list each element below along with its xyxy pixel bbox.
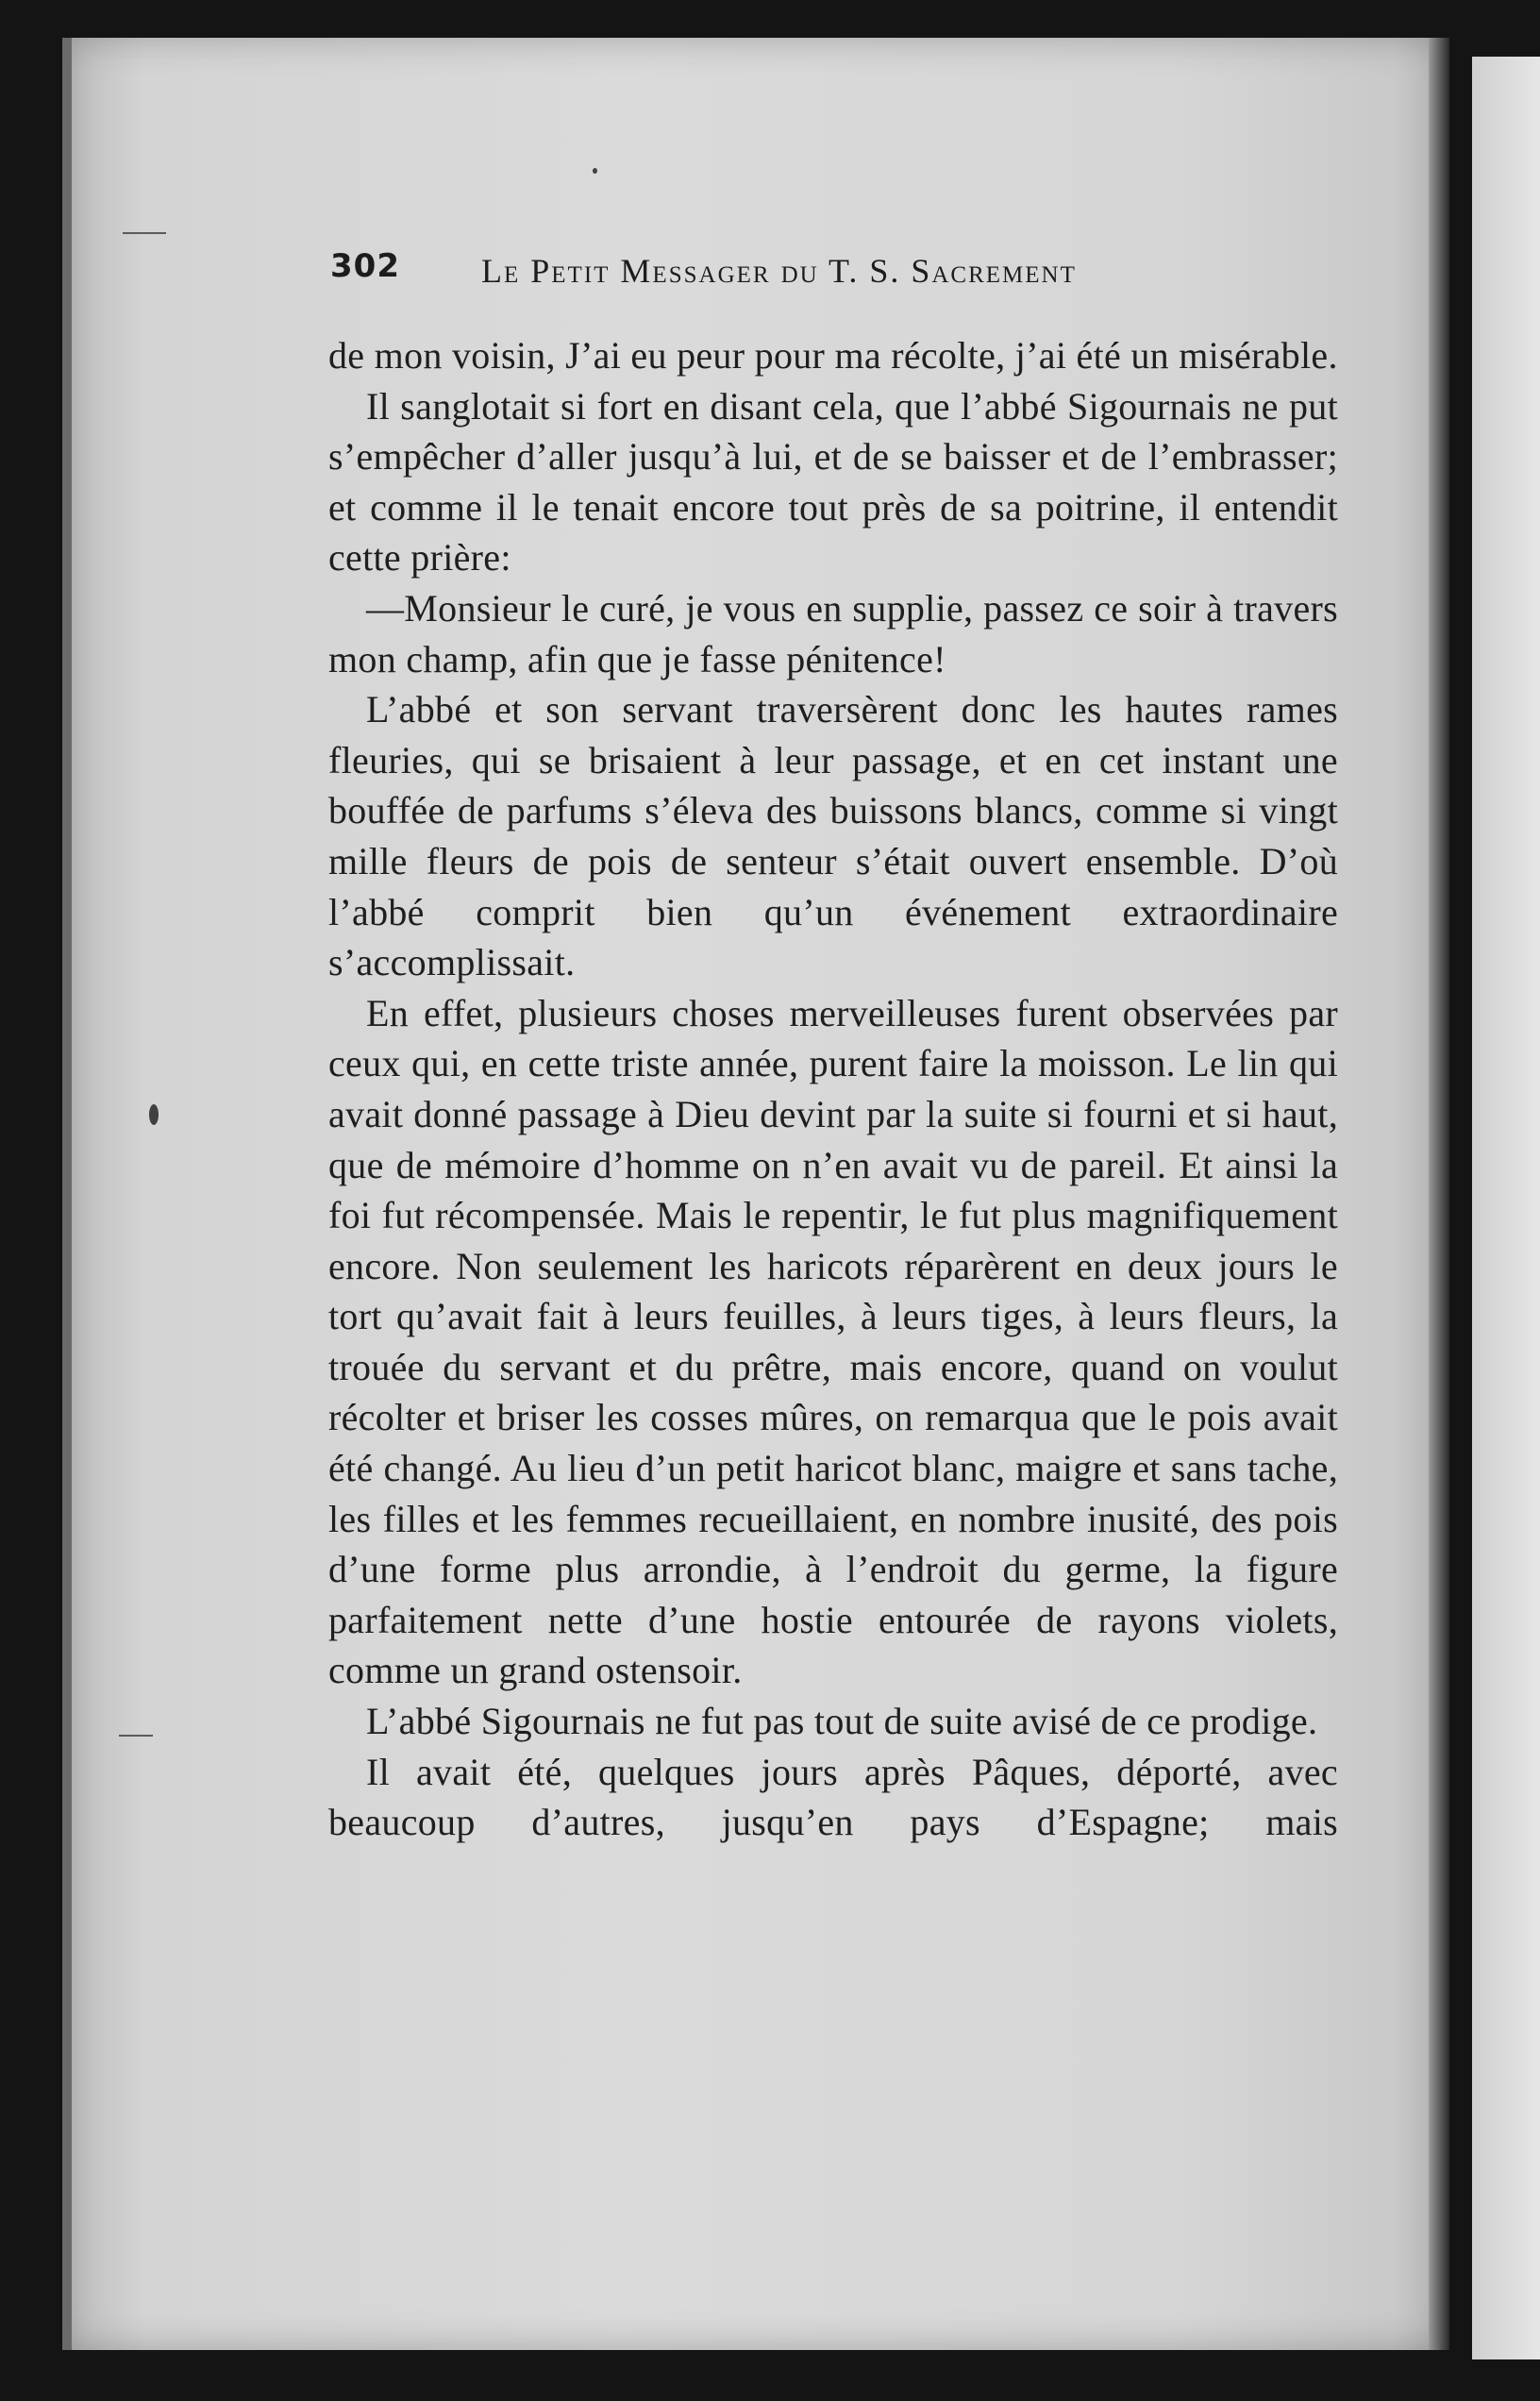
adjacent-page-strip — [1472, 57, 1540, 2359]
paragraph: —Monsieur le curé, je vous en supplie, passez ce soir à travers mon champ, afin que je fasse pénitence! — [328, 586, 1338, 680]
page-header — [330, 247, 1198, 294]
paragraph: En effet, plusieurs choses merveilleuses furent observées par ceux qui, en cette triste année, purent faire la moisson. Le lin qui avait donné passage à Dieu devint par la suite si fourni et si haut, que de mémoire d’homme on n’en avait vu de pareil. Et ainsi la foi fut récompensée. Mais le repentir, le fut plus magnifiquement encore. Non seulement les haricots réparèrent en deux jours le tort qu’avait fait à leurs feuilles, à leurs tiges, à leurs fleurs, la trouée du servant et du prêtre, mais encore, quand on voulut récolter et briser les cosses mûres, on remarqua que le pois avait été changé. Au lieu d’un petit haricot blanc, maigre et sans tache, les filles et les femmes recueillaient, en nombre inusité, des pois d’une forme plus arrondie, à l’endroit du germe, la figure parfaitement nette d’une hostie entourée de rayons violets, comme un grand ostensoir. — [328, 991, 1338, 1692]
paragraph: Il sanglotait si fort en disant cela, que l’abbé Sigournais ne put s’empêcher d’aller jusqu’à lui, et de se baisser et de l’embrasser; et comme il le tenait encore tout près de sa poitrine, il entendit cette prière: — [328, 384, 1338, 579]
paragraph: Il avait été, quelques jours après Pâques, déporté, avec beaucoup d’autres, jusqu’en pays d’Espagne; mais — [328, 1750, 1338, 1844]
running-head: Le Petit Messager du T. S. Sacrement — [481, 252, 1077, 290]
body-text — [328, 330, 1338, 1848]
paragraph: L’abbé Sigournais ne fut pas tout de suite avisé de ce prodige. — [366, 1700, 1318, 1743]
paragraph: de mon voisin, J’ai eu peur pour ma récolte, j’ai été un misérable. — [328, 334, 1338, 377]
scan-mark — [119, 1735, 153, 1737]
page-outer-edge — [1429, 38, 1449, 2350]
paragraph: L’abbé et son servant traversèrent donc les hautes rames fleuries, qui se brisaient à leur passage, et en cet instant une bouffée de parfums s’éleva des buissons blancs, comme si vingt mille fleurs de pois de senteur s’était ouvert ensemble. D’où l’abbé comprit bien qu’un événement extraordinaire s’accomplissait. — [328, 688, 1338, 984]
scan-speck — [593, 168, 597, 174]
scan-mark — [123, 232, 166, 234]
page-gutter-edge — [62, 38, 72, 2350]
scan-speck — [149, 1104, 159, 1125]
page-number: 302 — [330, 247, 400, 285]
